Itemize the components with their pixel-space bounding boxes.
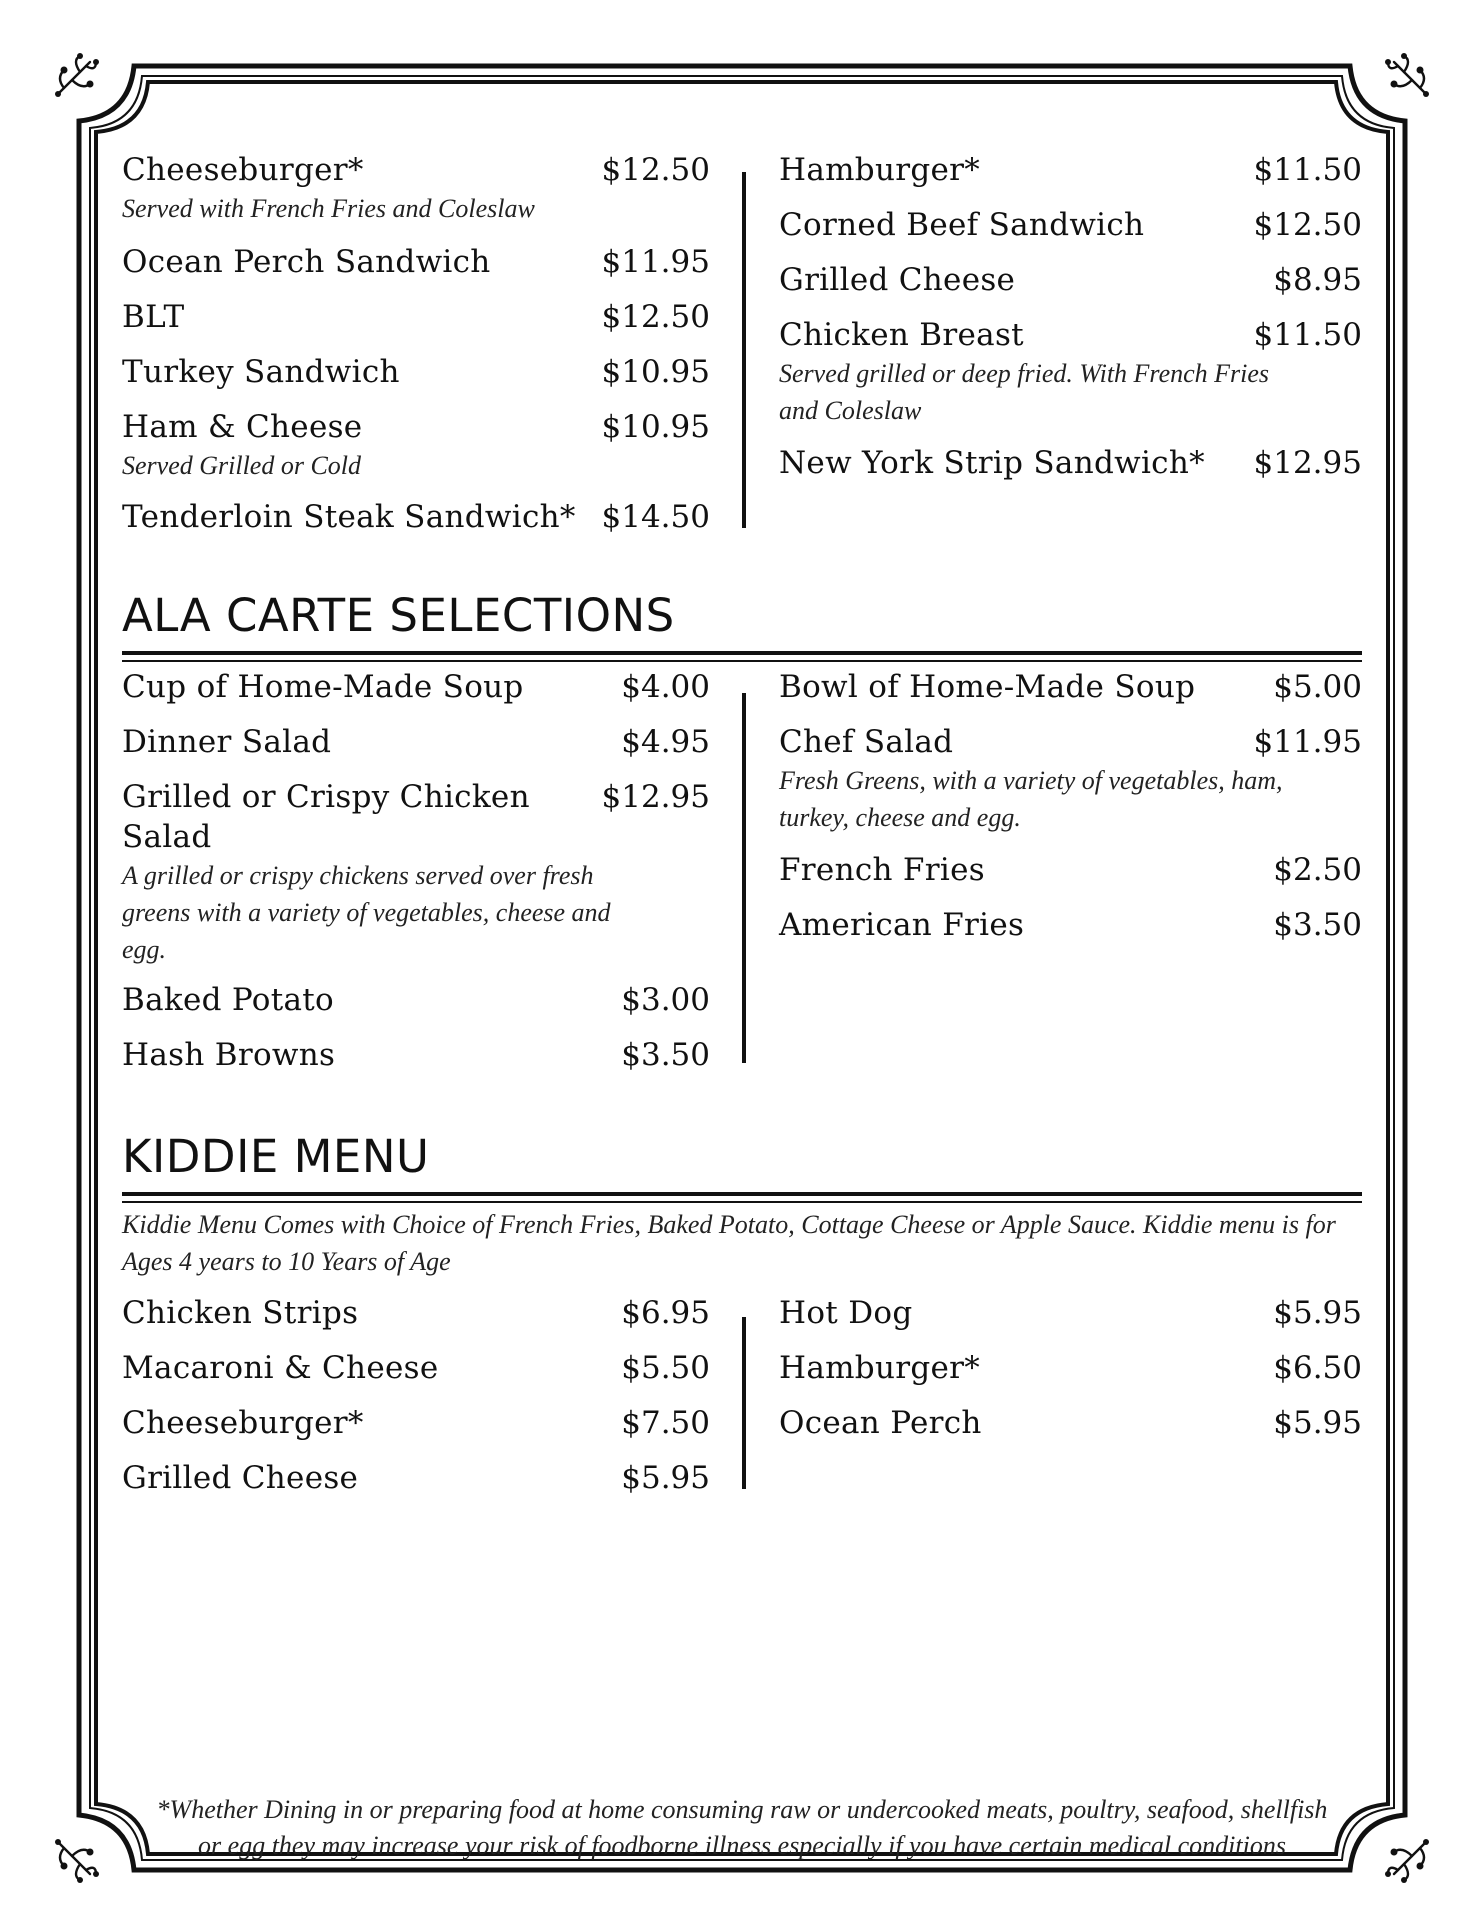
menu-item bbox=[122, 297, 710, 337]
item-name: New York Strip Sandwich* bbox=[779, 445, 1205, 481]
item-name: BLT bbox=[122, 299, 185, 335]
item-name: Turkey Sandwich bbox=[122, 354, 400, 390]
menu-item bbox=[122, 1348, 710, 1388]
item-name: Ham & Cheese bbox=[122, 409, 363, 445]
item-price: $12.50 bbox=[1253, 207, 1362, 243]
item-name: French Fries bbox=[779, 852, 985, 888]
menu-item bbox=[122, 352, 710, 392]
item-name: American Fries bbox=[779, 907, 1025, 943]
item-price: $11.50 bbox=[1253, 152, 1362, 188]
item-price: $6.95 bbox=[621, 1295, 710, 1331]
section-heading: ALA CARTE SELECTIONS bbox=[122, 589, 675, 642]
menu-item bbox=[779, 443, 1362, 483]
menu-item bbox=[122, 242, 710, 282]
item-price: $12.95 bbox=[1253, 445, 1362, 481]
item-price: $5.50 bbox=[621, 1350, 710, 1386]
item-price: $12.50 bbox=[601, 299, 710, 335]
menu-item bbox=[122, 777, 710, 968]
item-price: $14.50 bbox=[601, 499, 710, 535]
menu-item bbox=[122, 980, 710, 1020]
item-price: $4.00 bbox=[621, 669, 710, 705]
item-name: Hamburger* bbox=[779, 1350, 981, 1386]
menu-content bbox=[122, 0, 1362, 1920]
menu-item bbox=[122, 667, 710, 707]
item-name: Hash Browns bbox=[122, 1037, 336, 1073]
item-price: $7.50 bbox=[621, 1405, 710, 1441]
floral-corner-icon bbox=[1382, 1834, 1434, 1886]
item-name: Hamburger* bbox=[779, 152, 981, 188]
menu-item bbox=[122, 1403, 710, 1443]
item-name: Corned Beef Sandwich bbox=[779, 207, 1145, 243]
item-name: Tenderloin Steak Sandwich* bbox=[122, 499, 576, 535]
menu-item bbox=[779, 667, 1362, 707]
disclaimer-line-2: or egg they may increase your risk of foodborne illness especially if you have certain medical conditions bbox=[198, 1831, 1286, 1860]
item-price: $3.50 bbox=[1273, 907, 1362, 943]
section-rule bbox=[122, 651, 1362, 662]
item-name: Cheeseburger* bbox=[122, 152, 364, 188]
menu-item bbox=[779, 150, 1362, 190]
menu-item bbox=[779, 722, 1362, 836]
floral-corner-icon bbox=[1382, 50, 1434, 102]
menu-item bbox=[122, 150, 710, 227]
item-name: Cheeseburger* bbox=[122, 1405, 364, 1441]
item-name: Ocean Perch bbox=[779, 1405, 982, 1441]
item-price: $10.95 bbox=[601, 409, 710, 445]
item-name: Dinner Salad bbox=[122, 724, 332, 760]
menu-item bbox=[779, 205, 1362, 245]
floral-corner-icon bbox=[50, 1834, 102, 1886]
item-price: $5.00 bbox=[1273, 669, 1362, 705]
item-price: $8.95 bbox=[1273, 262, 1362, 298]
menu-item bbox=[122, 1458, 710, 1498]
menu-item bbox=[779, 905, 1362, 945]
menu-item bbox=[779, 315, 1362, 429]
column-divider bbox=[742, 172, 746, 528]
menu-item bbox=[122, 722, 710, 762]
item-name: Grilled or Crispy Chicken Salad bbox=[122, 779, 530, 855]
item-price: $2.50 bbox=[1273, 852, 1362, 888]
item-price: $5.95 bbox=[621, 1460, 710, 1496]
item-price: $11.95 bbox=[601, 244, 710, 280]
item-name: Grilled Cheese bbox=[779, 262, 1016, 298]
item-price: $12.50 bbox=[601, 152, 710, 188]
item-price: $5.95 bbox=[1273, 1295, 1362, 1331]
kiddie-note: Kiddie Menu Comes with Choice of French Fries, Baked Potato, Cottage Cheese or Apple Sauce. Kiddie menu is for Ages 4 years to 10 Years of Age bbox=[122, 1210, 1336, 1276]
item-price: $4.95 bbox=[621, 724, 710, 760]
disclaimer-line-1: *Whether Dining in or preparing food at home consuming raw or undercooked meats, poultry, seafood, shellfish bbox=[156, 1795, 1328, 1824]
menu-item bbox=[779, 1348, 1362, 1388]
item-name: Hot Dog bbox=[779, 1295, 913, 1331]
item-name: Baked Potato bbox=[122, 982, 335, 1018]
item-price: $11.50 bbox=[1253, 317, 1362, 353]
item-name: Bowl of Home-Made Soup bbox=[779, 669, 1196, 705]
item-price: $5.95 bbox=[1273, 1405, 1362, 1441]
item-name: Ocean Perch Sandwich bbox=[122, 244, 491, 280]
menu-item bbox=[779, 260, 1362, 300]
item-price: $10.95 bbox=[601, 354, 710, 390]
item-description: Served Grilled or Cold bbox=[122, 451, 362, 480]
item-description: Served with French Fries and Coleslaw bbox=[122, 194, 535, 223]
item-name: Chicken Breast bbox=[779, 317, 1024, 353]
section-heading: KIDDIE MENU bbox=[122, 1130, 430, 1183]
item-price: $3.00 bbox=[621, 982, 710, 1018]
menu-item bbox=[122, 1035, 710, 1075]
item-name: Chicken Strips bbox=[122, 1295, 359, 1331]
section-rule bbox=[122, 1192, 1362, 1203]
menu-item bbox=[779, 850, 1362, 890]
item-description: Fresh Greens, with a variety of vegetables, ham, turkey, cheese and egg. bbox=[779, 766, 1283, 832]
item-name: Grilled Cheese bbox=[122, 1460, 359, 1496]
column-divider bbox=[742, 693, 746, 1063]
item-price: $11.95 bbox=[1253, 724, 1362, 760]
menu-item bbox=[779, 1293, 1362, 1333]
item-price: $6.50 bbox=[1273, 1350, 1362, 1386]
menu-item bbox=[122, 1293, 710, 1333]
menu-item bbox=[122, 407, 710, 484]
column-divider bbox=[742, 1317, 746, 1489]
floral-corner-icon bbox=[50, 50, 102, 102]
menu-item bbox=[779, 1403, 1362, 1443]
item-description: Served grilled or deep fried. With French Fries and Coleslaw bbox=[779, 359, 1270, 425]
menu-item bbox=[122, 497, 710, 537]
item-price: $3.50 bbox=[621, 1037, 710, 1073]
item-price: $12.95 bbox=[601, 779, 710, 815]
item-name: Chef Salad bbox=[779, 724, 954, 760]
item-name: Macaroni & Cheese bbox=[122, 1350, 439, 1386]
item-name: Cup of Home-Made Soup bbox=[122, 669, 524, 705]
item-description: A grilled or crispy chickens served over fresh greens with a variety of vegetables, cheese and egg. bbox=[122, 861, 611, 964]
